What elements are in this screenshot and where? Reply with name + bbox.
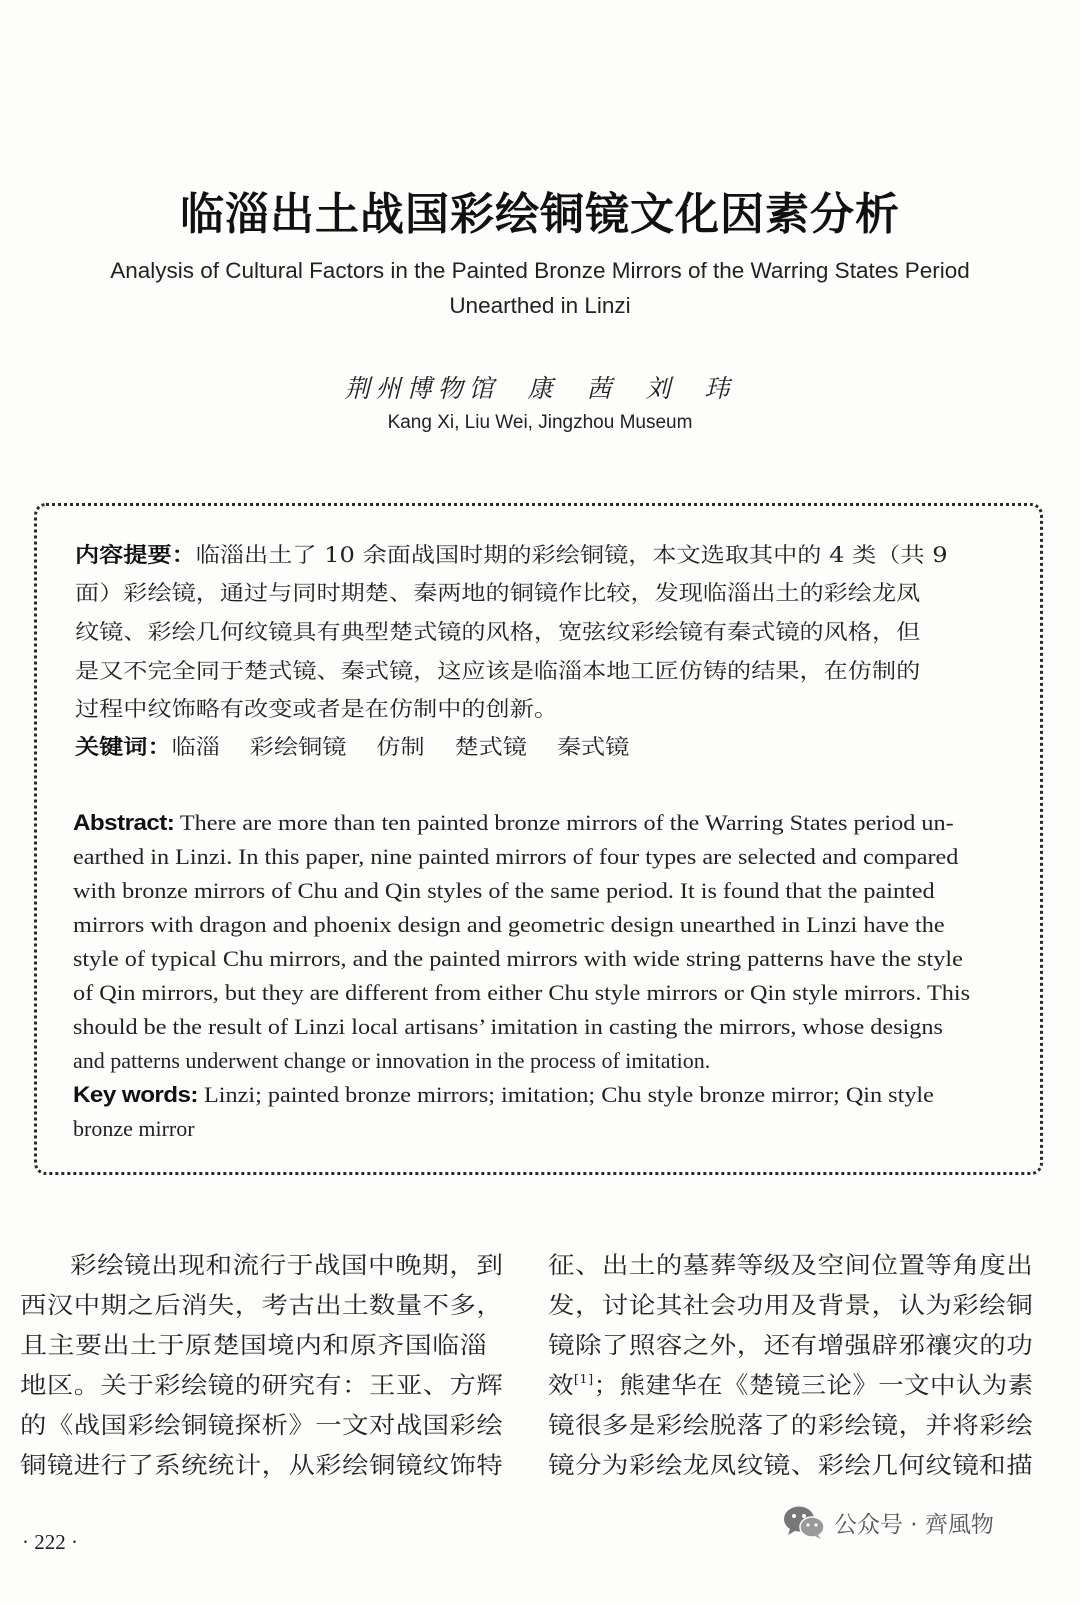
abstract-en-text: There are more than ten painted bronze mirrors of the Warring States period un- (174, 810, 954, 835)
abstract-en-line: and patterns underwent change or innovation in the process of imitation. (73, 1048, 711, 1073)
abstract-cn-line: 纹镜、彩绘几何纹镜具有典型楚式镜的风格，宽弦纹彩绘镜有秦式镜的风格，但 (75, 620, 921, 644)
keyword-cn: 彩绘铜镜 (249, 735, 347, 759)
body-col2-line: 征、出土的墓葬等级及空间位置等角度出 (548, 1251, 1034, 1279)
keywords-en (73, 1082, 934, 1108)
abstract-cn-label: 内容提要： (75, 543, 196, 567)
keyword-cn: 仿制 (376, 735, 425, 759)
keyword-cn: 楚式镜 (454, 735, 527, 759)
citation-ref[interactable]: [1] (573, 1372, 594, 1386)
body-col1-line: 的《战国彩绘铜镜探析》一文对战国彩绘 (20, 1411, 504, 1439)
watermark (782, 1502, 994, 1542)
title-english-line-2: Unearthed in Linzi (449, 293, 631, 318)
body-col1-line: 地区。关于彩绘镜的研究有：王亚、方辉 (20, 1371, 504, 1399)
watermark-text: 公众号 · 齊風物 (834, 1511, 994, 1538)
body-col2-line: 镜除了照容之外，还有增强辟邪禳灾的功 (548, 1331, 1034, 1359)
body-col1-line: 彩绘镜出现和流行于战国中晚期，到 (70, 1251, 504, 1279)
abstract-en-line: earthed in Linzi. In this paper, nine painted mirrors of four types are selected and compared (73, 844, 959, 869)
abstract-en-label: Abstract: (73, 810, 175, 835)
body-text: 效 (548, 1371, 574, 1399)
keyword-cn: 秦式镜 (556, 735, 630, 759)
abstract-en-line: style of typical Chu mirrors, and the painted mirrors with wide string patterns have the style (73, 946, 963, 971)
abstract-en-line (73, 810, 954, 836)
page-number: · 222 · (22, 1530, 78, 1554)
abstract-cn-line (75, 539, 948, 569)
abstract-en-line: should be the result of Linzi local artisans’ imitation in casting the mirrors, whose designs (73, 1014, 943, 1039)
keywords-cn-label: 关键词： (75, 735, 172, 759)
abstract-cn-line: 面）彩绘镜，通过与同时期楚、秦两地的铜镜作比较，发现临淄出土的彩绘龙凤 (75, 581, 921, 605)
body-col2-line: 镜很多是彩绘脱落了的彩绘镜，并将彩绘 (548, 1411, 1034, 1439)
abstract-cn-line: 是又不完全同于楚式镜、秦式镜，这应该是临淄本地工匠仿铸的结果，在仿制的 (75, 659, 921, 683)
body-col1-line: 铜镜进行了系统统计，从彩绘铜镜纹饰特 (20, 1451, 504, 1479)
keyword-cn: 临淄 (171, 735, 220, 759)
abstract-en-line: mirrors with dragon and phoenix design and geometric design unearthed in Linzi have the (73, 912, 945, 937)
keywords-en-text: Linzi; painted bronze mirrors; imitation; Chu style bronze mirror; Qin style (197, 1082, 934, 1107)
abstract-en-line: of Qin mirrors, but they are different from either Chu style mirrors or Qin style mirrors. This (73, 980, 971, 1005)
abstract-en-line: with bronze mirrors of Chu and Qin styles of the same period. It is found that the painted (73, 878, 935, 903)
body-col2-line: 镜分为彩绘龙凤纹镜、彩绘几何纹镜和描 (548, 1451, 1034, 1479)
authors-chinese: 荆州博物馆 康 茜 刘 玮 (344, 374, 736, 403)
body-col1-line: 西汉中期之后消失，考古出土数量不多， (20, 1291, 504, 1319)
wechat-icon (782, 1504, 826, 1540)
authors-english: Kang Xi, Liu Wei, Jingzhou Museum (387, 412, 693, 433)
keywords-en-line: bronze mirror (73, 1116, 195, 1141)
body-text: ；熊建华在《楚镜三论》一文中认为素 (593, 1371, 1034, 1399)
title-english-line-1: Analysis of Cultural Factors in the Painted Bronze Mirrors of the Warring States Period (110, 258, 970, 283)
body-col2-line: 发，讨论其社会功用及背景，认为彩绘铜 (548, 1291, 1034, 1319)
title-chinese: 临淄出土战国彩绘铜镜文化因素分析 (180, 189, 900, 240)
body-col2-line (548, 1366, 1033, 1400)
keywords-en-label: Key words: (73, 1082, 198, 1107)
keywords-cn (75, 731, 629, 761)
body-col1-line: 且主要出土于原楚国境内和原齐国临淄 (20, 1331, 488, 1359)
abstract-cn-line: 过程中纹饰略有改变或者是在仿制中的创新。 (75, 697, 558, 721)
abstract-cn-text: 临淄出土了 10 余面战国时期的彩绘铜镜，本文选取其中的 4 类（共 9 (195, 543, 948, 567)
